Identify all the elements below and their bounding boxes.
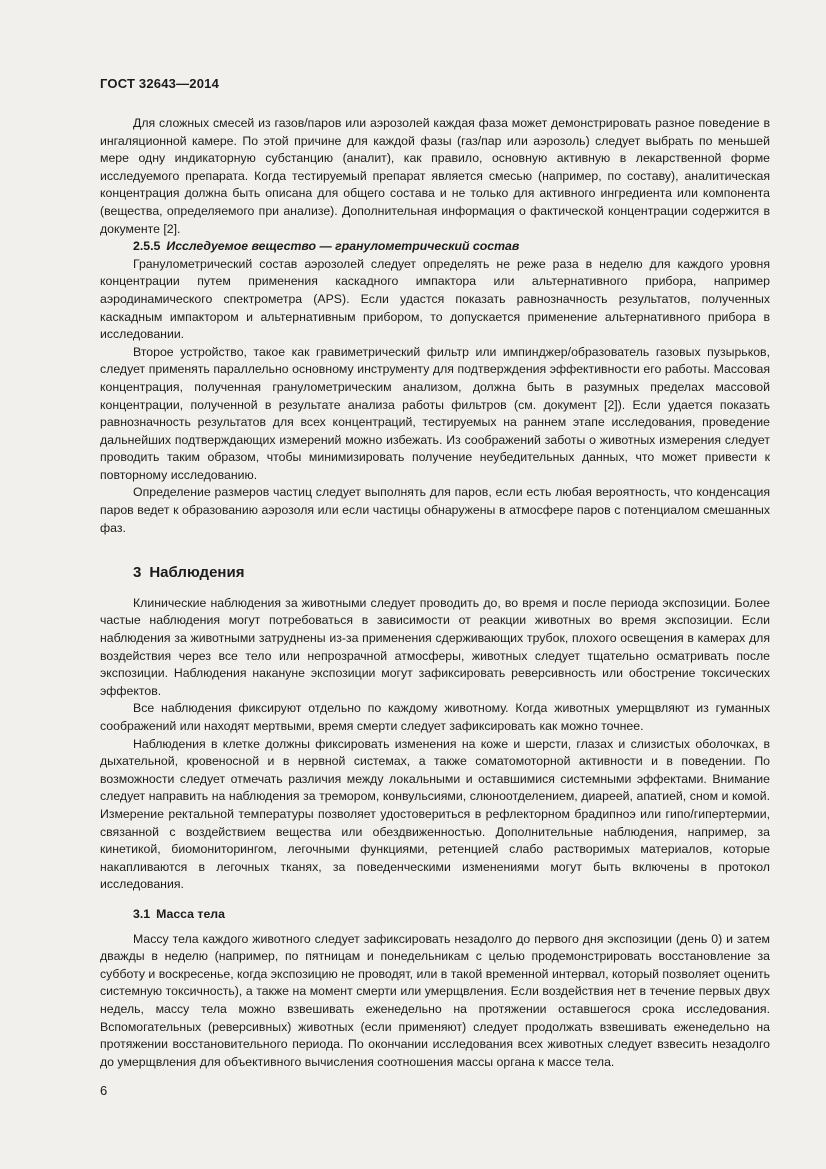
section-number: 2.5.5 <box>133 239 161 254</box>
paragraph: Гранулометрический состав аэрозолей следует определять не реже раза в неделю для каждого уровня концентрации путем применения каскадного импактора или альтернативного прибора, например аэродинамического спектрометра (APS). Если удастся показать равнозначность результатов, полученных каскадным импактором и альтернативным прибором, то допускается применение альтернативного прибора в исследовании. <box>100 256 770 342</box>
section-heading-2-5-5 <box>100 238 770 256</box>
document-body <box>100 115 770 1071</box>
section-heading-3 <box>100 564 770 582</box>
document-header: ГОСТ 32643—2014 <box>100 76 219 91</box>
paragraph: Все наблюдения фиксируют отдельно по каждому животному. Когда животных умерщвляют из гуманных соображений или находят мертвыми, время смерти следует зафиксировать как можно точнее. <box>100 701 770 733</box>
paragraph: Массу тела каждого животного следует зафиксировать незадолго до первого дня экспозиции (день 0) и затем дважды в неделю (например, по пятницам и понедельникам с целью продемонстрировать восстановление за субботу и воскресенье, когда экспозицию не проводят, или в такой временной интервал, который позволяет оценить системную токсичность), а также на момент смерти или умерщвления. Если воздействия нет в течение первых двух недель, массу тела можно взвешивать еженедельно на протяжении оставшегося срока исследования. Вспомогательных (реверсивных) животных (если применяют) следует продолжать взвешивать еженедельно на протяжении восстановительного периода. По окончании исследования всех животных следует взвесить незадолго до умерщвления для объективного вычисления соотношения массы органа к массе тела. <box>100 931 770 1069</box>
paragraph: Наблюдения в клетке должны фиксировать изменения на коже и шерсти, глазах и слизистых оболочках, в дыхательной, кровеносной и в нервной системах, а также соматомоторной активности и в поведении. По возможности следует отмечать различия между локальными и оставшимися системными эффектами. Внимание следует направить на наблюдения за тремором, конвульсиями, слюноотделением, диареей, апатией, сном и комой. Измерение ректальной температуры позволяет удостовериться в рефлекторном брадипноэ или гипо/гипертермии, связанной с воздействием вещества или обездвиженностью. Дополнительные наблюдения, например, за кинетикой, биомониторингом, легочными функциями, ретенцией слабо растворимых материалов, которые накапливаются в легочных тканях, за поведенческими изменениями могут быть включены в протокол исследования. <box>100 736 770 892</box>
section-title: Масса тела <box>156 906 225 921</box>
page-number: 6 <box>100 1083 108 1098</box>
section-title: Исследуемое вещество — гранулометрический состав <box>166 239 520 254</box>
section-number: 3 <box>133 564 142 582</box>
paragraph: Клинические наблюдения за животными следует проводить до, во время и после периода экспозиции. Более частые наблюдения могут потребоваться в зависимости от реакции животных во время экспозиции. Если наблюдения за животными затруднены из-за применения сдерживающих трубок, плохого освещения в камерах для воздействия через все тело или непрозрачной атмосферы, животных следует тщательно осматривать после экспозиции. Наблюдения накануне экспозиции могут зафиксировать реверсивность или обострение токсических эффектов. <box>100 595 770 698</box>
section-title: Наблюдения <box>149 564 245 582</box>
paragraph: Для сложных смесей из газов/паров или аэрозолей каждая фаза может демонстрировать разное поведение в ингаляционной камере. По этой причине для каждой фазы (газ/пар или аэрозоль) следует выбрать по меньшей мере одну индикаторную субстанцию (аналит), как правило, основную активную в лекарственной форме исследуемого препарата. Когда тестируемый препарат является смесью (например, по составу), аналитическая концентрация должна быть описана для общего состава и не только для активного ингредиента или компонента (вещества, определяемого при анализе). Дополнительная информация о фактической концентрации содержится в документе [2]. <box>100 116 770 236</box>
paragraph: Определение размеров частиц следует выполнять для паров, если есть любая вероятность, что конденсация паров ведет к образованию аэрозоля или если частицы обнаружены в атмосфере паров с потенциалом смешанных фаз. <box>100 485 770 535</box>
paragraph: Второе устройство, такое как гравиметрический фильтр или импинджер/образователь газовых пузырьков, следует применять параллельно основному инструменту для подтверждения эффективности его работы. Массовая концентрация, полученная гранулометрическим анализом, должна быть в разумных пределах массовой концентрации, полученной в результате анализа работы фильтров (см. документ [2]). Если удается показать равнозначность результатов для всех концентраций, тестируемых на раннем этапе исследования, проведение дальнейших подтверждающих измерений можно избежать. Из соображений заботы о животных измерения следует проводить таким образом, чтобы минимизировать получение неубедительных данных, что может привести к повторному исследованию. <box>100 344 770 482</box>
section-number: 3.1 <box>133 906 151 921</box>
section-heading-3-1 <box>100 906 770 924</box>
